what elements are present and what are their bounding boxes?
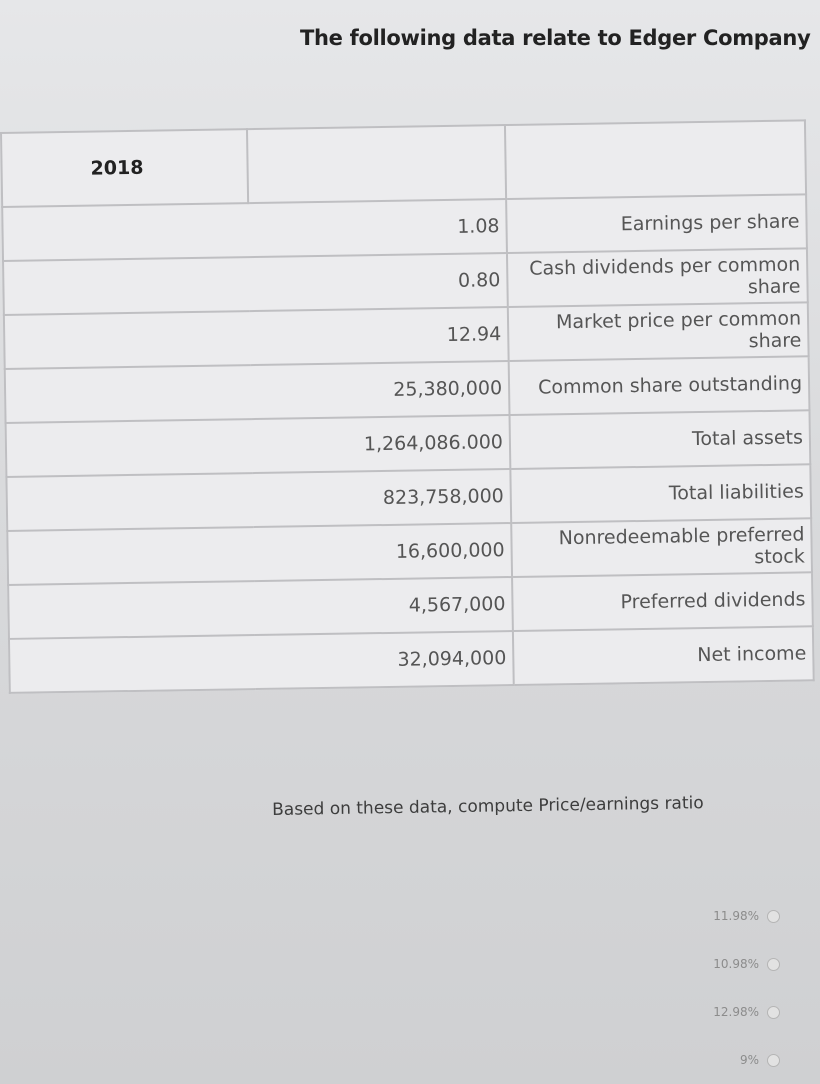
radio-button[interactable] (767, 1054, 780, 1067)
row-value: 4,567,000 (8, 577, 513, 639)
answer-option[interactable] (560, 892, 780, 940)
table-header-row (1, 120, 806, 207)
row-label: Cash dividends per common share (507, 248, 808, 307)
table-row (9, 626, 814, 693)
value-header-spacer (247, 125, 506, 203)
row-label: Total assets (510, 410, 811, 469)
question-text: Based on these data, compute Price/earnings ratio (272, 793, 704, 820)
row-value: 25,380,000 (5, 361, 510, 423)
option-label: 9% (739, 1053, 759, 1067)
data-table (0, 119, 815, 694)
radio-button[interactable] (767, 1006, 780, 1019)
radio-button[interactable] (767, 910, 780, 923)
row-label: Nonredeemable preferred stock (511, 518, 812, 577)
row-value: 1.08 (2, 199, 507, 261)
answer-options (560, 892, 780, 1084)
option-label: 10.98% (713, 957, 759, 971)
row-value: 32,094,000 (9, 631, 514, 693)
radio-button[interactable] (767, 958, 780, 971)
option-label: 12.98% (713, 1005, 759, 1019)
page-title: The following data relate to Edger Company (300, 26, 811, 50)
answer-option[interactable] (560, 940, 780, 988)
row-label: Total liabilities (510, 464, 811, 523)
row-value: 16,600,000 (7, 523, 512, 585)
row-value: 12.94 (4, 307, 509, 369)
row-label: Net income (513, 626, 814, 685)
row-value: 1,264,086.000 (6, 415, 511, 477)
row-label: Earnings per share (506, 194, 807, 253)
answer-option[interactable] (560, 1036, 780, 1084)
answer-option[interactable] (560, 988, 780, 1036)
row-value: 0.80 (3, 253, 508, 315)
row-label: Market price per common share (508, 302, 809, 361)
year-header: 2018 (1, 129, 248, 207)
label-header (505, 120, 806, 199)
option-label: 11.98% (713, 909, 759, 923)
row-value: 823,758,000 (6, 469, 511, 531)
row-label: Preferred dividends (512, 572, 813, 631)
row-label: Common share outstanding (509, 356, 810, 415)
